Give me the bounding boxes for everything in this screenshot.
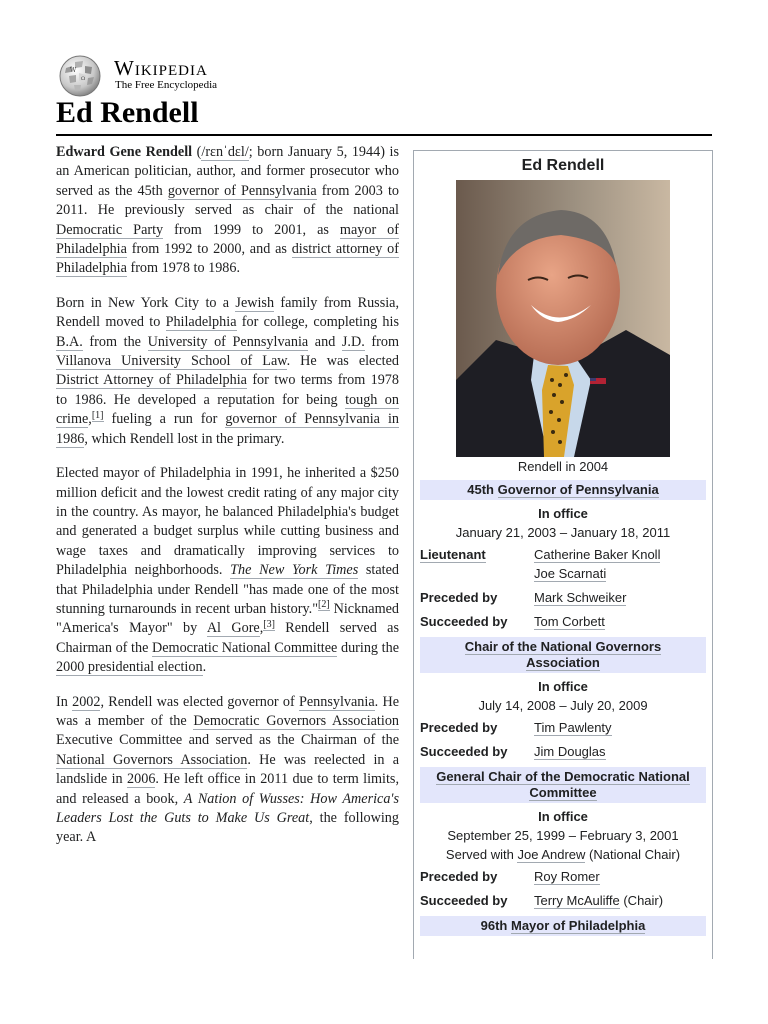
succeeded-by-label: Succeeded by [420,893,508,908]
term-dates: January 21, 2003 – January 18, 2011 [455,525,671,540]
link-democratic-national-committee[interactable]: Democratic National Committee [152,639,338,656]
link-jewish[interactable]: Jewish [235,294,275,311]
link-tim-pawlenty[interactable]: Tim Pawlenty [534,720,612,735]
link-tough-on-crime[interactable]: tough on crime [56,391,399,428]
succeeded-by-row [420,744,706,763]
link-nga-chair[interactable]: Chair of the National Governors Association [464,639,662,670]
lieutenant-row [420,547,706,585]
served-with: Served with Joe Andrew (National Chair) [445,847,681,862]
article-paragraph: Edward Gene Rendell (/rɛnˈdɛl/; born January 5, 1944) is an American politician, author, and former prosecutor who served as the 45th governor of Pennsylvania from 2003 to 2011. He previously served as chair of the national Democratic Party from 1999 to 2001, as mayor of Philadelphia from 1992 to 2000, and as district attorney of Philadelphia from 1978 to 1986. [56,144,399,277]
in-office-label: In office [538,679,588,694]
link-new-york-times[interactable]: The New York Times [230,562,359,579]
reference-1[interactable]: [1] [91,409,104,421]
in-office-label: In office [538,809,588,824]
term-dates: September 25, 1999 – February 3, 2001 [447,828,679,843]
link-catherine-baker-knoll[interactable]: Catherine Baker Knoll [534,547,661,562]
infobox-title: Ed Rendell [521,157,605,174]
link-democratic-governors-association[interactable]: Democratic Governors Association [193,712,399,729]
link-mark-schweiker[interactable]: Mark Schweiker [534,590,627,605]
link-jd[interactable]: J.D. [341,333,365,350]
succeeded-by-row [420,614,706,633]
link-tom-corbett[interactable]: Tom Corbett [534,614,605,629]
link-university-of-pennsylvania[interactable]: University of Pennsylvania [147,333,309,350]
succeeded-by-row: Succeeded by Terry McAuliffe (Chair) [420,893,706,912]
subject-name: Edward Gene Rendell [56,144,193,160]
link-governor-office[interactable]: Governor of Pennsylvania [497,482,659,497]
link-democratic-party[interactable]: Democratic Party [56,221,164,238]
reference-3[interactable]: [3] [263,618,275,630]
office-header-dnc-chair [420,767,706,803]
ipa-pronunciation-link[interactable]: /rɛnˈdɛl/ [201,144,249,160]
office-header-nga-chair [420,637,706,673]
book-title: A Nation of Wusses: How America's Leaders Lost the Guts to Make Us Great [56,790,399,826]
article-body [56,143,399,890]
link-national-governors-association[interactable]: National Governors Association [56,751,248,768]
office-header-mayor: 96th Mayor of Philadelphia [420,916,706,936]
link-governor-1986[interactable]: governor of Pennsylvania in 1986 [56,411,399,447]
link-2006[interactable]: 2006 [127,771,156,788]
lieutenant-label[interactable]: Lieutenant [420,547,486,562]
preceded-by-row [420,869,706,888]
link-jim-douglas[interactable]: Jim Douglas [534,744,606,759]
link-pennsylvania[interactable]: Pennsylvania [298,693,375,710]
preceded-by-row [420,590,706,609]
page-title: Ed Rendell [56,96,712,136]
preceded-by-row [420,720,706,739]
preceded-by-label: Preceded by [420,720,498,735]
portrait-photo[interactable] [456,180,670,457]
photo-caption: Rendell in 2004 [517,459,609,474]
link-roy-romer[interactable]: Roy Romer [534,869,600,884]
link-philadelphia[interactable]: Philadelphia [165,314,237,331]
link-district-attorney[interactable]: District Attorney of Philadelphia [56,372,247,389]
article-paragraph: Elected mayor of Philadelphia in 1991, he inherited a $250 million deficit and the lowest credit rating of any major city in the country. As mayor, he balanced Philadelphia's budget and generated a budget surplus while cutting business and wage taxes and dramatically improving services to Philadelphia neighborhoods. The New York Times stated that Philadelphia under Rendell "has made one of the most stunning turnarounds in recent urban history."[2] Nicknamed "America's Mayor" by Al Gore,[3] Rendell served as Chairman of the Democratic National Committee during the 2000 presidential election. [56,465,399,676]
article-paragraph: Born in New York City to a Jewish family from Russia, Rendell moved to Philadelphia for college, completing his B.A. from the University of Pennsylvania and J.D. from Villanova University School of Law. He was elected District Attorney of Philadelphia for two terms from 1978 to 1986. He developed a reputation for being tough on crime,[1] fueling a run for governor of Pennsylvania in 1986, which Rendell lost in the primary. [56,294,399,447]
link-al-gore[interactable]: Al Gore [206,620,260,637]
link-2000-election[interactable]: 2000 presidential election [56,659,203,676]
svg-text:Ω: Ω [81,76,86,82]
link-district-attorney-of-philadelphia[interactable]: district attorney of Philadelphia [56,241,399,277]
succeeded-by-label: Succeeded by [420,614,508,629]
wikipedia-logo[interactable] [56,54,256,98]
link-joe-scarnati[interactable]: Joe Scarnati [534,566,607,581]
office-header-governor: 45th Governor of Pennsylvania [420,480,706,500]
in-office-label: In office [538,506,588,521]
wikipedia-globe-icon [56,54,104,98]
succeeded-by-label: Succeeded by [420,744,508,759]
article-paragraph: In 2002, Rendell was elected governor of Pennsylvania. He was a member of the Democratic Governors Association Executive Committee and served as the Chairman of the National Governors Association. He was reelected in a landslide in 2006. He left office in 2011 due to term limits, and released a book, A Nation of Wusses: How America's Leaders Lost the Guts to Make Us Great, the following year. A [56,693,399,846]
link-ba[interactable]: B.A. [56,333,83,350]
link-terry-mcauliffe[interactable]: Terry McAuliffe [534,893,620,908]
link-mayor-of-philadelphia[interactable]: mayor of Philadelphia [56,221,399,258]
reference-2[interactable]: [2] [318,599,330,611]
wikipedia-tagline: The Free Encyclopedia [115,79,218,91]
link-villanova-law[interactable]: Villanova University School of Law [56,353,287,370]
term-dates: July 14, 2008 – July 20, 2009 [478,698,648,713]
link-governor-of-pennsylvania[interactable]: governor of Pennsylvania [167,182,317,199]
wikipedia-wordmark: Wikipedia [114,56,208,80]
svg-text:W: W [70,67,77,74]
infobox [413,150,713,959]
link-joe-andrew[interactable]: Joe Andrew [517,847,586,862]
link-mayor-office[interactable]: Mayor of Philadelphia [510,918,646,933]
preceded-by-label: Preceded by [420,590,498,605]
link-dnc-general-chair[interactable]: General Chair of the Democratic National Committee [436,769,690,800]
link-2002[interactable]: 2002 [72,693,101,710]
preceded-by-label: Preceded by [420,869,498,884]
